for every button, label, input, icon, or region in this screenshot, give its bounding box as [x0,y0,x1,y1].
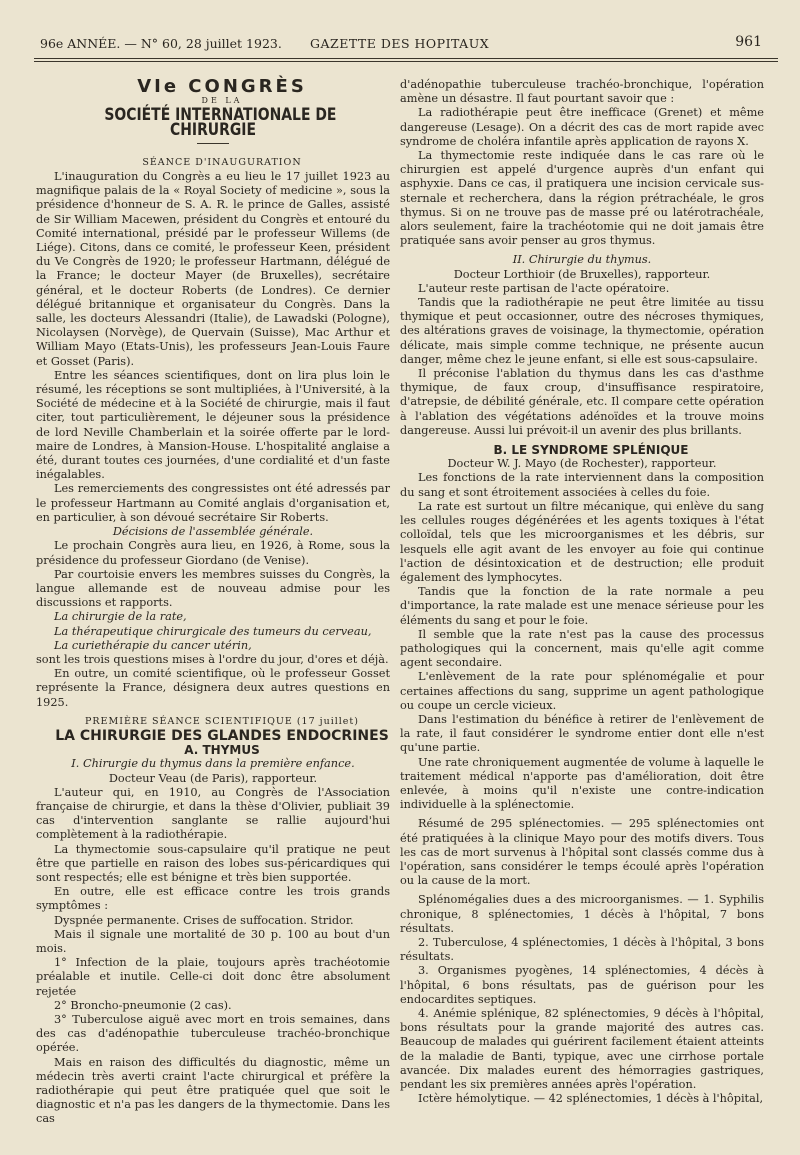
rapporteur: Docteur Lorthioir (de Bruxelles), rapporteur. [453,267,711,281]
paragraph: 3° Tuberculose aiguë avec mort en trois semaines, dans des cas d'adénopathie tuberculeuse trachéo-bronchique opérée. [36,1013,390,1055]
paragraph: La radiothérapie peut être inefficace (Grenet) et même dangereuse (Lesage). On a décrit des cas de mort rapide avec syndrome de choléra infantile après application de rayons X. [400,106,764,148]
paragraph: En outre, un comité scientifique, où le professeur Gosset représente la France, désignera deux autres questions en 1925. [36,667,390,709]
paragraph: 4. Anémie splénique, 82 splénectomies, 9 décès à l'hôpital, bons résultats pour la grande majorité des autres cas. Beaucoup de malades qui guérirent facilement étaient atteints de la maladie de Banti, typique, avec une cirrhose portale avancée. Dix malades eurent des hémorragies gastriques, pendant les six premières années après l'opération. [400,1007,764,1092]
page-number: 961 [735,34,762,50]
paragraph: sont les trois questions mises à l'ordre du jour, d'ores et déjà. [36,652,389,666]
report-title: II. Chirurgie du thymus. [512,253,652,267]
left-column [36,76,390,1127]
paragraph: Par courtoisie envers les membres suisses du Congrès, la langue allemande est de nouveau admise pour les discussions et rapports. [36,567,390,610]
rapporteur: Docteur W. J. Mayo (de Rochester), rapporteur. [447,457,717,471]
paragraph: Il préconise l'ablation du thymus dans les cas d'asthme thymique, de faux croup, d'insuffisance respiratoire, d'atrepsie, de débilité générale, etc. Il compare cette opération à l'ablation des végétations adénoïdes et la trouve moins dangereuse. Aussi lui prévoit-il un avenir des plus brillants. [400,367,764,437]
paragraph: Tandis que la radiothérapie ne peut être limitée au tissu thymique et peut occasionner, outre des nécroses thymiques, des altérations graves de voisinage, la thymectomie, opération délicate, mais simple comme technique, ne présente aucun danger, même chez le jeune enfant, si elle est sous-capsulaire. [400,296,764,366]
paragraph: La rate est surtout un filtre mécanique, qui enlève du sang les cellules rouges dégénérées et les agents toxiques à l'état colloïdal, tels que les microorganismes et les débris, sur lesquels elle agit avant de les envoyer au foie qui continue l'action de désintoxication et de destruction; elle produit également des lymphocytes. [400,499,764,584]
subheading: Décisions de l'assemblée générale. [112,525,314,539]
report-title: I. Chirurgie du thymus dans la première enfance. [71,757,355,771]
issue-info: 96e ANNÉE. — N° 60, 28 juillet 1923. [40,36,282,51]
paragraph: Entre les séances scientifiques, dont on lira plus loin le résumé, les réceptions se sont multipliées, à l'Université, à la Société de médecine et à la Société de chirurgie, mais il faut citer, tout particulièrement, le déjeuner sous la présidence de lord Neville Chamberlain et la soirée offerte par le lord-maire de Londres, à Mansion-House. L'hospitalité anglaise a été, durant toutes ces journées, d'une cordialité et d'un faste inégalables. [36,368,390,482]
section-title: LA CHIRURGIE DES GLANDES ENDOCRINES [55,727,389,744]
paragraph: Tandis que la fonction de la rate normale a peu d'importance, la rate malade est une menace sérieuse pour les éléments du sang et pour le foie. [400,585,764,627]
paragraph: L'inauguration du Congrès a eu lieu le 17 juillet 1923 au magnifique palais de la « Royal Society of medicine », sous la présidence d'honneur de S. A. R. le prince de Galles, assisté de Sir William Macewen, président du Congrès et entouré du Comité international, présidé par le professeur Willems (de Liége). Citons, dans ce comité, le professeur Keen, président du Ve Congrès de 1920; le professeur Hartmann, délégué de la France; le docteur Mayer (de Bruxelles), secrétaire général, et le docteur Roberts (de Londres). Ce dernier délégué britannique et organisateur du Congrès. Dans la salle, les docteurs Alessandri (Italie), de Lawadski (Pologne), Nicolaysen (Norvège), de Quervain (Suisse), Mac Arthur et William Mayo (Etats-Unis), les professeurs Jean-Louis Faure et Gosset (Paris). [36,170,390,368]
header-rule [34,58,778,59]
society-title: SOCIÉTÉ INTERNATIONALE DE CHIRURGIE [104,105,337,140]
journal-title: GAZETTE DES HOPITAUX [310,36,490,51]
paragraph: Il semble que la rate n'est pas la cause des processus pathologiques qui la concernent, mais qu'elle agit comme agent secondaire. [400,627,764,670]
paragraph: La thymectomie reste indiquée dans le cas rare où le chirurgien est appelé d'urgence auprès d'un enfant qui asphyxie. Dans ce cas, il pratiquera une incision cervicale sus-sternale et recherchera, dans la région prétrachéale, le gros thymus. Si on ne trouve pas de masse pré ou latérotrachéale, alors seulement, faire la trachéotomie qui ne doit jamais être pratiquée sans avoir penser au gros thymus. [400,149,764,248]
section-heading: SÉANCE D'INAUGURATION [142,156,302,168]
title-divider [197,143,229,144]
list-item: La curiethérapie du cancer utérin, [54,638,252,652]
paragraph: La thymectomie sous-capsulaire qu'il pratique ne peut être que partielle en raison des lobes sus-péricardiques qui sont respectés; elle est bénigne et très bien supportée. [36,842,390,884]
paragraph: En outre, elle est efficace contre les trois grands symptômes : [36,885,390,913]
right-column [400,78,764,1106]
list-item: La chirurgie de la rate, [54,610,187,624]
paragraph: d'adénopathie tuberculeuse trachéo-bronchique, l'opération amène un désastre. Il faut pourtant savoir que : [400,78,764,106]
paragraph: L'auteur qui, en 1910, au Congrès de l'Association française de chirurgie, et dans la thèse d'Olivier, publiait 39 cas d'intervention sanglante se rallie aujourd'hui complètement à la radiothérapie. [36,785,390,842]
paragraph: Dyspnée permanente. Crises de suffocation. Stridor. [54,913,354,927]
paragraph: L'auteur reste partisan de l'acte opératoire. [418,281,670,295]
paragraph: Les remerciements des congressistes ont été adressés par le professeur Hartmann au Comité anglais d'organisation et, en particulier, à son dévoué secrétaire Sir Roberts. [36,482,390,524]
paragraph: Splénomégalies dues a des microorganismes. — 1. Syphilis chronique, 8 splénectomies, 1 décès à l'hôpital, 7 bons résultats. [400,893,764,935]
paragraph: Mais en raison des difficultés du diagnostic, même un médecin très averti craint l'acte chirurgical et préfère la radiothérapie qui peut être pratiquée quel que soit le diagnostic et n'a pas les dangers de la thymectomie. Dans les cas [36,1055,390,1126]
paragraph: L'enlèvement de la rate pour splénomégalie et pour certaines affections du sang, supprime un agent pathologique ou coupe un cercle vicieux. [400,670,764,712]
paragraph: Résumé de 295 splénectomies. — 295 splénectomies ont été pratiquées à la clinique Mayo pour des motifs divers. Tous les cas de mort survenus à l'hôpital sont classés comme dus à l'opération, sans considérer le temps écoulé après l'opération ou la cause de la mort. [400,817,764,888]
subsection-title: B. LE SYNDROME SPLÉNIQUE [493,443,689,458]
section-heading: PREMIÈRE SÉANCE SCIENTIFIQUE (17 juillet) [85,715,359,727]
title-connector: DE LA [201,96,243,106]
paragraph: 2° Broncho-pneumonie (2 cas). [54,998,232,1012]
paragraph: Mais il signale une mortalité de 30 p. 100 au bout d'un mois. [36,927,390,955]
list-item: La thérapeutique chirurgicale des tumeurs du cerveau, [54,624,372,638]
congress-title: VIe CONGRÈS [137,76,307,97]
subsection-title: A. THYMUS [184,743,260,758]
paragraph: 1° Infection de la plaie, toujours après trachéotomie préalable et inutile. Celle-ci doit donc être absolument rejetée [36,956,390,998]
header-rule-2 [34,61,778,62]
rapporteur: Docteur Veau (de Paris), rapporteur. [108,771,318,785]
running-header [0,36,800,56]
paragraph: Ictère hémolytique. — 42 splénectomies, 1 décès à l'hôpital, [418,1092,764,1106]
paragraph: Le prochain Congrès aura lieu, en 1926, à Rome, sous la présidence du professeur Giordano (de Venise). [36,539,390,567]
paragraph: Dans l'estimation du bénéfice à retirer de l'enlèvement de la rate, il faut considérer le syndrome entier dont elle n'est qu'une partie. [400,712,764,755]
paragraph: Les fonctions de la rate interviennent dans la composition du sang et sont étroitement associées à celles du foie. [400,471,764,499]
paragraph: 3. Organismes pyogènes, 14 splénectomies, 4 décès à l'hôpital, 6 bons résultats, pas de guérison pour les endocardites septiques. [400,964,764,1006]
paragraph: 2. Tuberculose, 4 splénectomies, 1 décès à l'hôpital, 3 bons résultats. [400,935,764,964]
paragraph: Une rate chroniquement augmentée de volume à laquelle le traitement médical n'apporte pas d'amélioration, doit être enlevée, à moins qu'il n'existe une contre-indication individuelle à la splénectomie. [400,755,764,812]
